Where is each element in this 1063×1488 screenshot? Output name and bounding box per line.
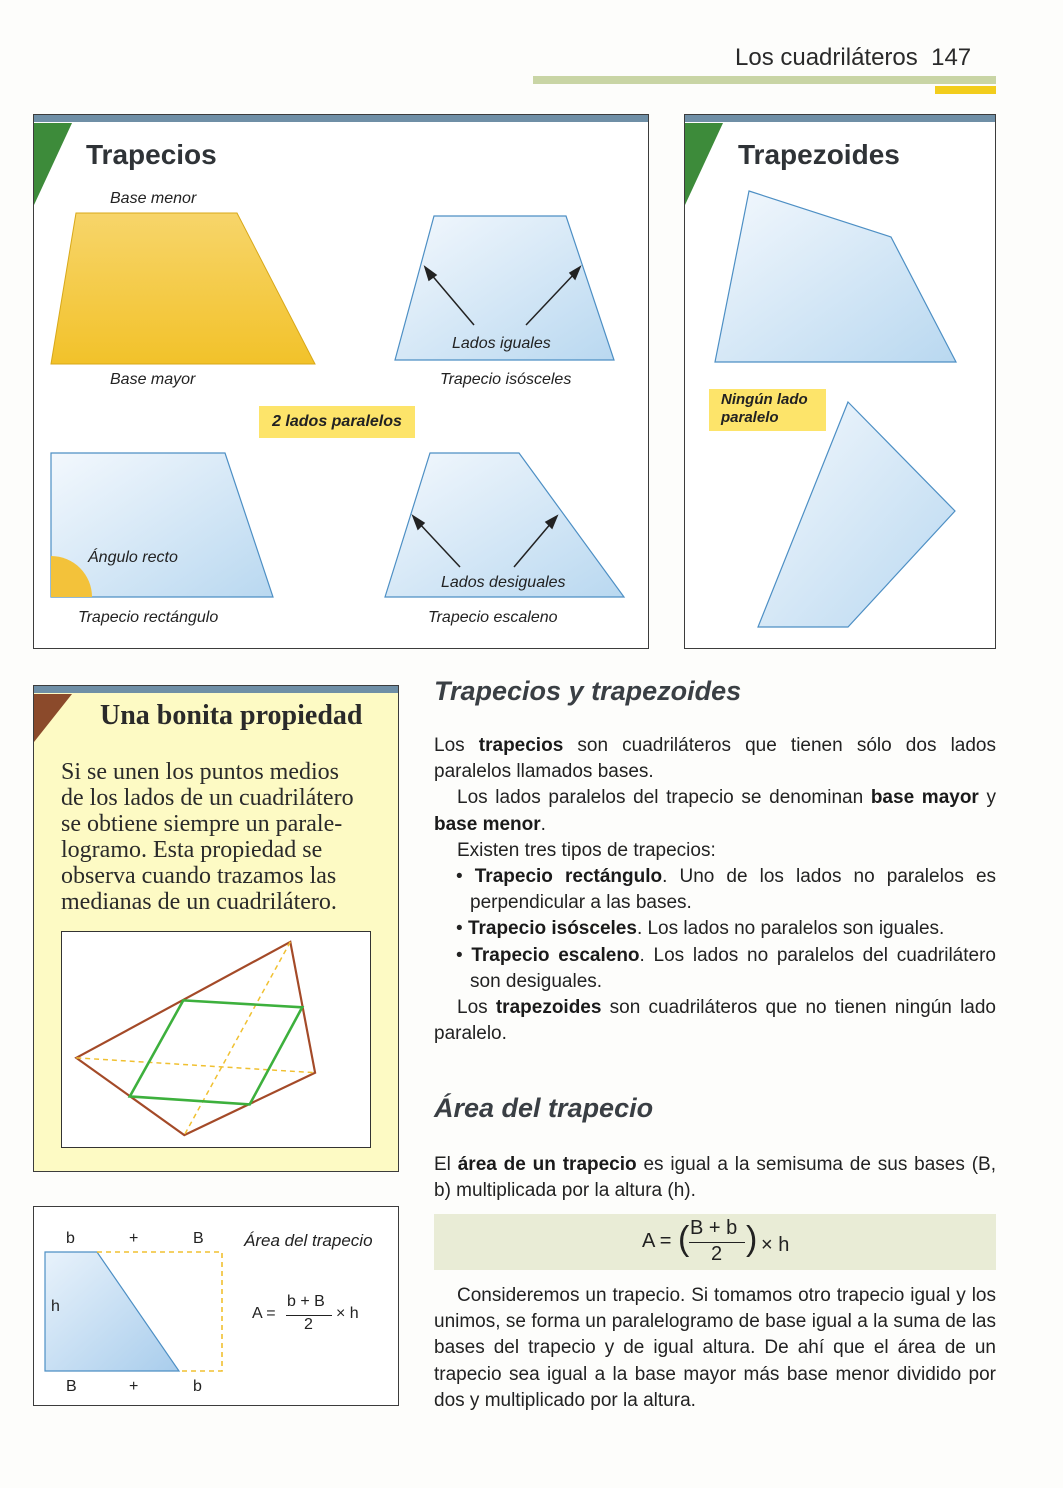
formula-lhs: A = xyxy=(252,1305,276,1322)
trapecios-title: Trapecios xyxy=(86,139,217,170)
running-header xyxy=(735,44,971,72)
trapezoides-title: Trapezoides xyxy=(738,139,900,170)
green-corner-tab xyxy=(34,123,72,205)
trapezoides-panel xyxy=(684,114,996,649)
header-rule xyxy=(533,76,996,84)
diagonal-1 xyxy=(76,1058,315,1073)
text-line: observa cuando trazamos las xyxy=(61,863,337,889)
paragraph: Los lados paralelos del trapecio se denominan base mayor y base menor. xyxy=(434,787,996,835)
tag-ningun-lado-paralelo xyxy=(709,389,826,431)
bullet-item: • Trapecio escaleno. Los lados no paralelos del cuadrilátero son desiguales. xyxy=(456,944,996,992)
paragraph: Consideremos un trapecio. Si tomamos otro trapecio igual y los unimos, se forma un paralelogramo de base igual a la suma de las bases del trapecio y de igual altura. De ahí que el área de un trapecio sea igual a la base mayor más base menor dividido por dos y multiplicado por la altura. xyxy=(434,1285,996,1411)
section-title-area: Área del trapecio xyxy=(434,1093,654,1123)
trapezoid xyxy=(45,1252,179,1371)
varignon-figure xyxy=(61,931,371,1148)
label-lados-iguales: Lados iguales xyxy=(452,335,551,352)
area-formula-band xyxy=(434,1214,996,1270)
trapezoid-shape-2 xyxy=(758,402,955,627)
bullet-item: • Trapecio rectángulo. Uno de los lados no paralelos es perpendicular a las bases. xyxy=(456,866,997,914)
label-base-menor: Base menor xyxy=(110,190,197,207)
label-bottom-plus: + xyxy=(129,1378,139,1395)
chapter-title: Los cuadriláteros xyxy=(735,44,918,71)
area-figure-title: Área del trapecio xyxy=(244,1231,373,1250)
paragraph: El área de un trapecio es igual a la semisuma de sus bases (B, b) multiplicada por la altura (h). xyxy=(434,1154,996,1202)
page-number: 147 xyxy=(931,44,972,71)
label-angulo-recto: Ángulo recto xyxy=(88,549,178,566)
bullet-item: • Trapecio isósceles. Los lados no paralelos son iguales. xyxy=(456,918,945,940)
tag-line-2: paralelo xyxy=(721,409,779,426)
panel-top-rule xyxy=(34,686,398,693)
yellow-trapezoid xyxy=(51,213,315,364)
trapezoid-shape-1 xyxy=(715,191,956,362)
label-trapecio-rectangulo: Trapecio rectángulo xyxy=(78,609,219,626)
text-line: medianas de un cuadrilátero. xyxy=(61,889,337,915)
trapezoides-figures xyxy=(685,115,994,647)
section-title-trapecios: Trapecios y trapezoides xyxy=(434,676,742,706)
section1-body xyxy=(434,733,996,1047)
text-line: de los lados de un cuadrilátero xyxy=(61,785,354,811)
propiedad-text xyxy=(61,759,391,915)
area-figure-box xyxy=(33,1206,399,1406)
area-figure-formula xyxy=(252,1293,382,1343)
section2-body xyxy=(434,1152,996,1204)
paren-right: ) xyxy=(746,1220,758,1258)
formula-denominator: 2 xyxy=(304,1316,313,1333)
quadrilateral xyxy=(76,942,315,1135)
formula-rhs: × h xyxy=(336,1305,359,1322)
label-top-plus: + xyxy=(129,1230,139,1247)
label-top-b: b xyxy=(66,1230,75,1247)
section2-body-2 xyxy=(434,1283,996,1414)
formula-numerator: B + b xyxy=(690,1217,738,1239)
label-trapecio-escaleno: Trapecio escaleno xyxy=(428,609,558,626)
label-trapecio-isosceles: Trapecio isósceles xyxy=(440,371,572,388)
text-line: se obtiene siempre un parale- xyxy=(61,811,343,837)
green-corner-tab xyxy=(685,123,723,205)
formula-lhs: A = xyxy=(642,1230,672,1252)
trapecios-panel xyxy=(33,114,649,649)
paragraph: Los trapecios son cuadriláteros que tienen sólo dos lados paralelos llamados bases. xyxy=(434,735,996,783)
paren-left: ( xyxy=(678,1220,690,1258)
label-lados-desiguales: Lados desiguales xyxy=(441,574,566,591)
formula-rhs: × h xyxy=(761,1234,790,1256)
label-top-B: B xyxy=(193,1230,204,1247)
label-h: h xyxy=(51,1298,60,1315)
tag-line-1: Ningún lado xyxy=(721,391,808,408)
label-bottom-B: B xyxy=(66,1378,77,1395)
label-base-mayor: Base mayor xyxy=(110,371,196,388)
propiedad-box xyxy=(33,685,399,1172)
label-bottom-b: b xyxy=(193,1378,202,1395)
formula-numerator: b + B xyxy=(287,1293,325,1310)
paragraph: Existen tres tipos de trapecios: xyxy=(457,839,716,861)
text-line: logramo. Esta propiedad se xyxy=(61,837,323,863)
brown-corner-tab xyxy=(34,686,74,746)
text-line: Si se unen los puntos medios xyxy=(61,759,340,785)
header-accent xyxy=(935,86,996,94)
paragraph: Los trapezoides son cuadriláteros que no tienen ningún lado paralelo. xyxy=(434,997,996,1045)
propiedad-title: Una bonita propiedad xyxy=(100,700,363,731)
tag-dos-lados-paralelos: 2 lados paralelos xyxy=(259,406,415,438)
formula-denominator: 2 xyxy=(711,1243,723,1265)
